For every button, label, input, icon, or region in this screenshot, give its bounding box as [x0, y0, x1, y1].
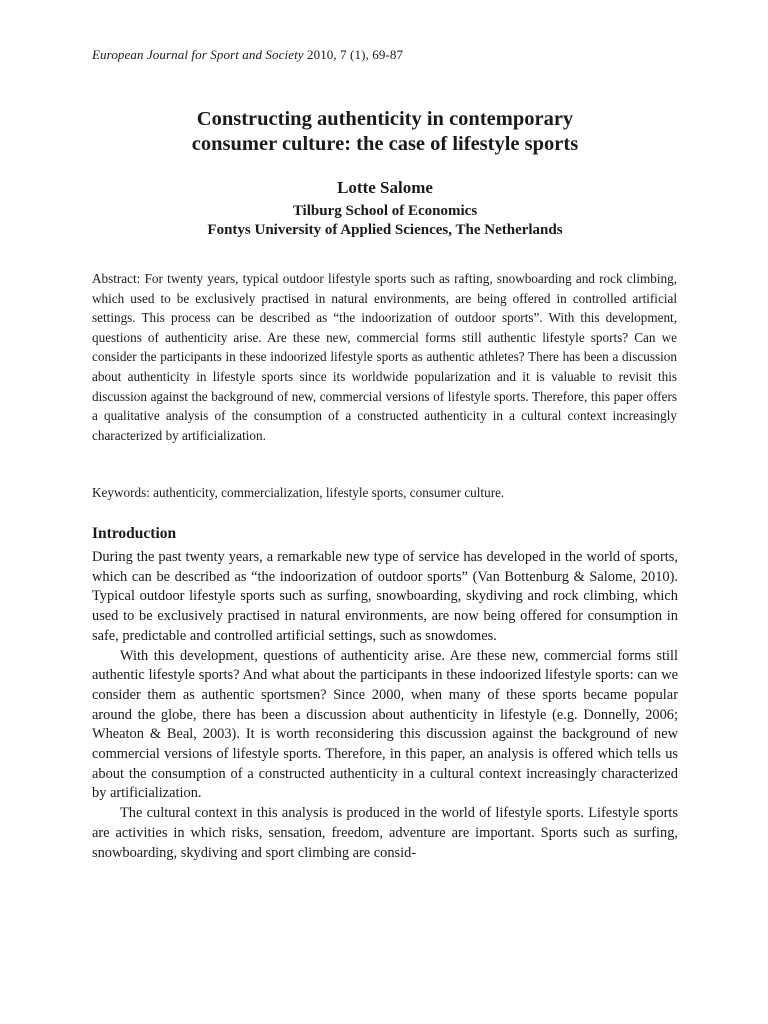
author-name: Lotte Salome	[337, 178, 433, 197]
body-paragraph: The cultural context in this analysis is produced in the world of lifestyle sports. Lifestyle sports are activities in which risks, sensation, freedom, adventure are important. Sports such as surfing, snowboarding, skydiving and sport climbing are consid-	[92, 805, 678, 861]
keywords: Keywords: authenticity, commercialization, lifestyle sports, consumer culture.	[92, 485, 505, 500]
article-title-line-1: Constructing authenticity in contemporary	[196, 108, 574, 130]
author-affiliation-2: Fontys University of Applied Sciences, The Netherlands	[207, 222, 563, 238]
journal-name: European Journal for Sport and Society	[92, 47, 304, 62]
author-affiliation-1: Tilburg School of Economics	[292, 203, 478, 219]
article-title	[92, 107, 678, 157]
journal-citation: 2010, 7 (1), 69-87	[303, 47, 404, 62]
introduction-body	[92, 548, 678, 863]
article-title-line-2: consumer culture: the case of lifestyle sports	[191, 133, 579, 155]
body-paragraph: With this development, questions of authenticity arise. Are these new, commercial forms still authentic lifestyle sports? And what about the participants in these indoorized lifestyle sports: can we consider them as authentic sportsmen? Since 2000, when many of these sports became popular around the globe, there has been a discussion about authenticity in lifestyle (e.g. Donnelly, 2006; Wheaton & Beal, 2003). It is worth reconsidering this discussion against the background of new commercial versions of lifestyle sports. Therefore, in this paper, an analysis is offered which tells us about the consumption of a constructed authenticity in a cultural context increasingly characterized by artificialization.	[92, 647, 678, 802]
section-heading-introduction: Introduction	[92, 525, 177, 542]
abstract: Abstract: For twenty years, typical outdoor lifestyle sports such as rafting, snowboarding and rock climbing, which used to be exclusively practised in natural environments, are being offered in controlled artificial settings. This process can be described as “the indoorization of outdoor sports”. With this development, questions of authenticity arise. Are these new, commercial forms still authentic lifestyle sports? Can we consider the participants in these indoorized lifestyle sports as authentic athletes? There has been a discussion about authenticity in lifestyle sports since its worldwide popularization and it is valuable to revisit this discussion against the background of new, commercial versions of lifestyle sports. Therefore, this paper offers a qualitative analysis of the consumption of a constructed authenticity in a cultural context increasingly characterized by artificialization.	[92, 271, 677, 443]
running-header	[92, 47, 403, 63]
body-paragraph: During the past twenty years, a remarkable new type of service has developed in the world of sports, which can be described as “the indoorization of outdoor sports” (Van Bottenburg & Salome, 2010). Typical outdoor lifestyle sports such as surfing, snowboarding, skydiving and rock climbing, which used to be exclusively practised in natural environments, are now being offered for consumption in safe, predictable and controlled artificial settings, such as snowdomes.	[92, 549, 678, 644]
